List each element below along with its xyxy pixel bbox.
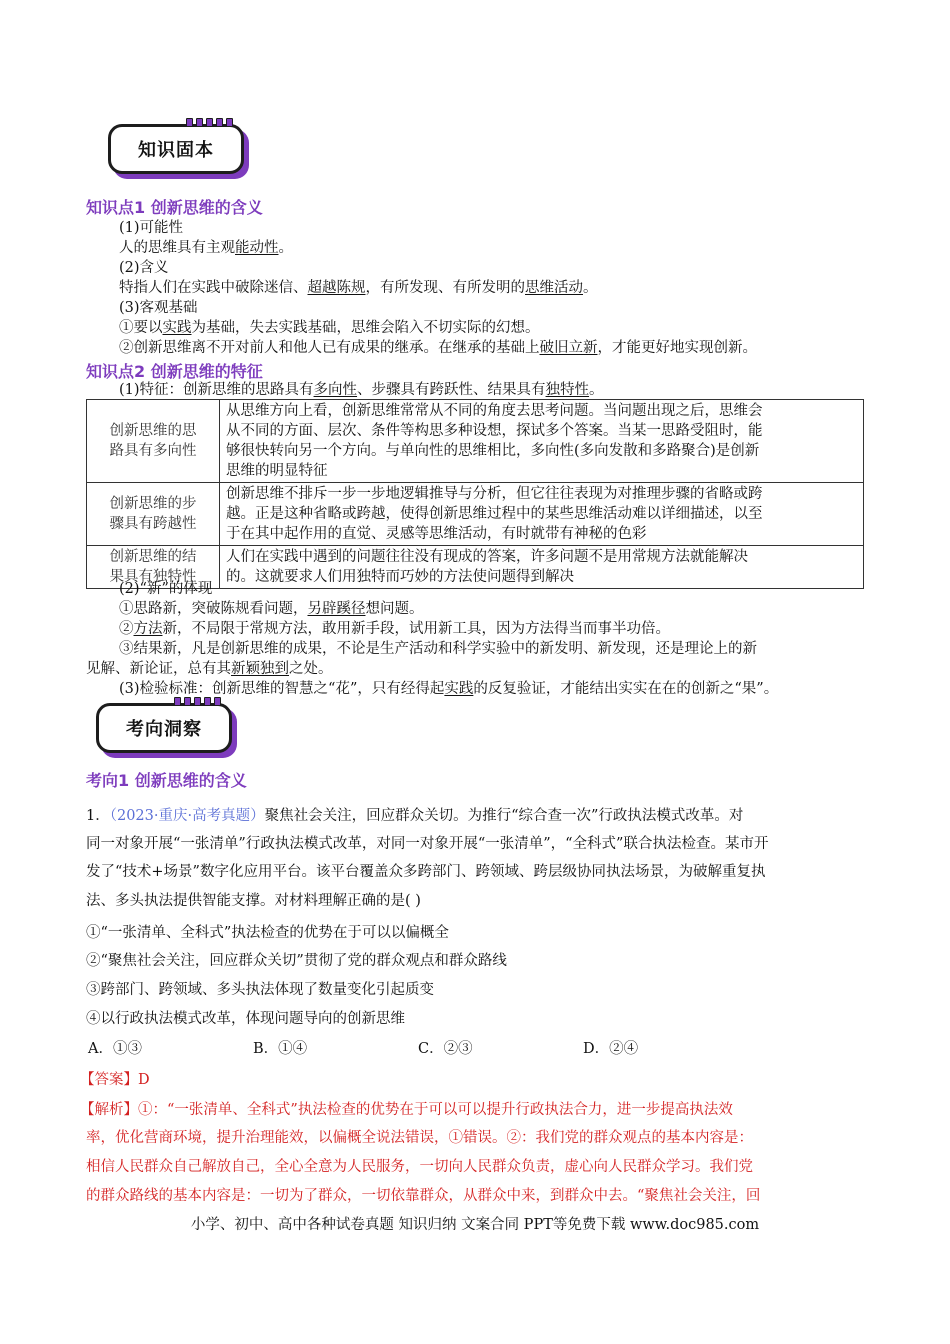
basis-item-1: ①要以实践为基础，失去实践基础，思维会陷入不切实际的幻想。 [119, 320, 540, 336]
underline-term: 方法 [133, 621, 163, 637]
underline-term: 独特性 [545, 382, 590, 398]
section-badge-label: 考向洞察 [126, 719, 202, 740]
section-badge-label: 知识固本 [138, 140, 214, 161]
possibility-text: 人的思维具有主观能动性。 [119, 240, 293, 256]
choice-b: B．①④ [253, 1041, 308, 1057]
meaning-text: 特指人们在实践中破除迷信、超越陈规，有所发现、有所发明的思维活动。 [119, 280, 598, 296]
question-source: （2023·重庆·高考真题） [109, 808, 265, 824]
underline-term: 多向性 [313, 382, 358, 398]
analysis-line-2: 率，优化营商环境，提升治理能效，以偏概全说法错误，①错误。②：我们党的群众观点的基本内容是： [86, 1130, 753, 1146]
choice-a: A．①③ [88, 1041, 142, 1057]
question-line-4: 法、多头执法提供智能支撑。对材料理解正确的是( ) [86, 893, 421, 909]
analysis-line-3: 相信人民群众自己解放自己，全心全意为人民服务，一切向人民群众负责，虚心向人民群众学习。我们党 [86, 1159, 753, 1175]
new-item-1: ①思路新，突破陈规看问题，另辟蹊径想问题。 [119, 601, 424, 617]
basis-label: (3)客观基础 [119, 300, 198, 316]
new-item-3a: ③结果新，凡是创新思维的成果，不论是生产活动和科学实验中的新发明、新发现，还是理论上的新 [119, 641, 757, 657]
table-key-cell: 创新思维的思 路具有多向性 [87, 400, 220, 483]
table-row [87, 400, 864, 483]
table-value-cell: 人们在实践中遇到的问题往往没有现成的答案，许多问题不是用常规方法就能解决 的。这就要求人们用独特而巧妙的方法使问题得到解决 [220, 546, 864, 589]
underline-term: 实践 [444, 681, 474, 697]
new-item-3b: 见解、新论证，总有其新颖独到之处。 [86, 661, 333, 677]
table-key-cell: 创新思维的结 果具有独特性 [87, 546, 220, 589]
answer-label: 【答案】 [80, 1072, 138, 1088]
point2-title: 知识点2 创新思维的特征 [86, 362, 263, 381]
underline-term: 破旧立新 [539, 340, 598, 356]
underline-term: 新颖独到 [231, 661, 289, 677]
underline-term: 实践 [162, 320, 192, 336]
answer-value: D [138, 1072, 150, 1088]
option-4: ④以行政执法模式改革，体现问题导向的创新思维 [86, 1011, 405, 1027]
option-3: ③跨部门、跨领域、多头执法体现了数量变化引起质变 [86, 982, 434, 998]
new-label: (2)“新”的体现 [119, 581, 213, 597]
question-line-2: 同一对象开展“一张清单”行政执法模式改革，对同一对象开展“一张清单”，“全科式”联合执法检查。某市开 [86, 836, 769, 852]
badge-dots-icon [186, 118, 233, 127]
point1-title: 知识点1 创新思维的含义 [86, 198, 263, 217]
basis-item-2: ②创新思维离不开对前人和他人已有成果的继承。在继承的基础上破旧立新，才能更好地实现创新。 [119, 340, 757, 356]
section-badge-direction [96, 703, 232, 753]
choice-c: C．②③ [418, 1041, 473, 1057]
question-number: 1． [86, 808, 110, 824]
table-value-cell: 创新思维不排斥一步一步地逻辑推导与分析，但它往往表现为对推理步骤的省略或跨 越。正是这种省略或跨越，使得创新思维过程中的某些思维活动难以详细描述，以至 于在其中起作用的直觉、灵感等思维活动，有时就带有神秘的色彩 [220, 483, 864, 546]
underline-term: 思维活动 [525, 280, 583, 296]
underline-term: 能动性 [235, 240, 279, 256]
features-table [86, 399, 864, 589]
new-item-2: ②方法新，不局限于常规方法，敢用新手段，试用新工具，因为方法得当而事半功倍。 [119, 621, 670, 637]
table-value-cell: 从思维方向上看，创新思维常常从不同的角度去思考问题。当问题出现之后，思维会 从不同的方面、层次、条件等构思多种设想，探试多个答案。当某一思路受阻时，能 够很快转向另一个方向。与单向性的思维相比，多向性(多向发散和多路聚合)是创新 思维的明显特征 [220, 400, 864, 483]
features-intro: (1)特征：创新思维的思路具有多向性、步骤具有跨跃性、结果具有独特性。 [119, 382, 604, 398]
analysis-line-4: 的群众路线的基本内容是：一切为了群众，一切依靠群众，从群众中来，到群众中去。“聚焦社会关注，回 [86, 1188, 761, 1204]
test-standard: (3)检验标准：创新思维的智慧之“花”，只有经得起实践的反复验证，才能结出实实在在的创新之“果”。 [119, 681, 779, 697]
option-2: ②“聚焦社会关注，回应群众关切”贯彻了党的群众观点和群众路线 [86, 953, 507, 969]
option-1: ①“一张清单、全科式”执法检查的优势在于可以以偏概全 [86, 925, 449, 941]
analysis-line-1: 【解析】①：“一张清单、全科式”执法检查的优势在于可以可以提升行政执法合力，进一步提高执法效 [80, 1102, 733, 1118]
footer-text: 小学、初中、高中各种试卷真题 知识归纳 文案合同 PPT等免费下载 www.doc985.com [190, 1217, 760, 1233]
choice-d: D．②④ [583, 1041, 639, 1057]
analysis-label: 【解析】 [80, 1102, 138, 1118]
section-badge-knowledge [108, 124, 244, 174]
question-line-1: 1．（2023·重庆·高考真题）聚焦社会关注，回应群众关切。为推行“综合查一次”行政执法模式改革。对 [86, 808, 744, 824]
answer [80, 1070, 150, 1090]
question-line-3: 发了“技术+场景”数字化应用平台。该平台覆盖众多跨部门、跨领域、跨层级协同执法场景，为破解重复执 [86, 864, 766, 880]
possibility-label: (1)可能性 [119, 220, 184, 236]
underline-term: 另辟蹊径 [307, 601, 366, 617]
badge-dots-icon [174, 697, 221, 706]
direction1-title: 考向1 创新思维的含义 [86, 771, 247, 790]
table-row [87, 483, 864, 546]
table-key-cell: 创新思维的步 骤具有跨越性 [87, 483, 220, 546]
underline-term: 超越陈规 [307, 280, 366, 296]
meaning-label: (2)含义 [119, 260, 169, 276]
